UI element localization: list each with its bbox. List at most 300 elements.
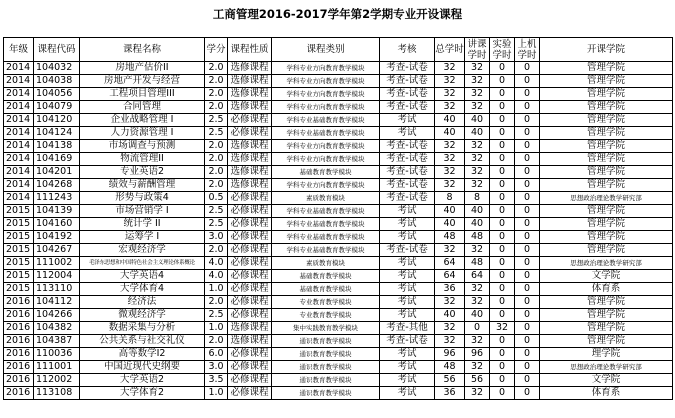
credit-cell: 4.0 — [205, 270, 228, 283]
computer-hours-cell: 0 — [515, 348, 540, 361]
credit-cell: 3.0 — [205, 231, 228, 244]
credit-cell: 2.0 — [205, 244, 228, 257]
college-cell: 文学院 — [540, 270, 673, 283]
total-hours-cell: 32 — [435, 101, 465, 114]
computer-hours-cell: 0 — [515, 296, 540, 309]
lab-hours-cell: 0 — [490, 114, 515, 127]
table-row — [4, 374, 673, 387]
lecture-hours-cell: 48 — [465, 257, 490, 270]
computer-hours-cell: 0 — [515, 179, 540, 192]
college-cell: 思想政治理论教学研究部 — [540, 361, 673, 374]
credit-cell: 2.5 — [205, 205, 228, 218]
lab-hours-cell: 0 — [490, 296, 515, 309]
college-cell: 管理学院 — [540, 179, 673, 192]
course-name-cell: 宏观经济学 — [80, 244, 205, 257]
computer-hours-cell: 0 — [515, 270, 540, 283]
course-category-cell: 学科专业方向教育教学模块 — [272, 88, 380, 101]
lab-hours-cell: 0 — [490, 153, 515, 166]
course-code-cell: 104201 — [34, 166, 80, 179]
computer-hours-cell: 0 — [515, 153, 540, 166]
credit-cell: 3.0 — [205, 361, 228, 374]
course-category-cell: 学科专业方向教育教学模块 — [272, 140, 380, 153]
college-cell: 文学院 — [540, 374, 673, 387]
course-name-cell: 经济法 — [80, 296, 205, 309]
lab-hours-cell: 0 — [490, 257, 515, 270]
lab-hours-cell: 0 — [490, 140, 515, 153]
table-row — [4, 309, 673, 322]
computer-hours-cell: 0 — [515, 88, 540, 101]
course-type-cell: 必修课程 — [228, 361, 272, 374]
total-hours-cell: 40 — [435, 127, 465, 140]
assessment-cell: 考试 — [380, 283, 435, 296]
grade-cell: 2016 — [4, 335, 34, 348]
course-code-cell: 111002 — [34, 257, 80, 270]
course-code-cell: 110036 — [34, 348, 80, 361]
lecture-hours-cell: 40 — [465, 205, 490, 218]
course-type-cell: 必修课程 — [228, 283, 272, 296]
course-type-cell: 必修课程 — [228, 348, 272, 361]
credit-cell: 1.0 — [205, 387, 228, 400]
table-row — [4, 101, 673, 114]
college-cell: 管理学院 — [540, 101, 673, 114]
course-code-cell: 104112 — [34, 296, 80, 309]
table-row — [4, 244, 673, 257]
course-code-cell: 112002 — [34, 374, 80, 387]
course-name-cell: 人力资源管理 I — [80, 127, 205, 140]
total-hours-cell: 8 — [435, 192, 465, 205]
col-header: 实验学时 — [490, 38, 515, 62]
col-header: 考核 — [380, 38, 435, 62]
college-cell: 管理学院 — [540, 322, 673, 335]
credit-cell: 2.5 — [205, 127, 228, 140]
college-cell: 管理学院 — [540, 153, 673, 166]
college-cell: 体育系 — [540, 387, 673, 400]
credit-cell: 2.0 — [205, 140, 228, 153]
assessment-cell: 考查-试卷 — [380, 101, 435, 114]
course-name-cell: 市场营销学 I — [80, 205, 205, 218]
course-category-cell: 通识教育教学模块 — [272, 335, 380, 348]
credit-cell: 2.0 — [205, 62, 228, 75]
course-type-cell: 选修课程 — [228, 153, 272, 166]
lecture-hours-cell: 32 — [465, 140, 490, 153]
lab-hours-cell: 0 — [490, 270, 515, 283]
course-code-cell: 104056 — [34, 88, 80, 101]
course-category-cell: 学科专业方向教育教学模块 — [272, 75, 380, 88]
course-code-cell: 104267 — [34, 244, 80, 257]
grade-cell: 2015 — [4, 231, 34, 244]
assessment-cell: 考查-试卷 — [380, 179, 435, 192]
course-category-cell: 基础教育教学模块 — [272, 283, 380, 296]
lecture-hours-cell: 32 — [465, 296, 490, 309]
course-name-cell: 微观经济学 — [80, 309, 205, 322]
course-type-cell: 选修课程 — [228, 75, 272, 88]
total-hours-cell: 36 — [435, 387, 465, 400]
total-hours-cell: 32 — [435, 75, 465, 88]
credit-cell: 2.0 — [205, 296, 228, 309]
course-type-cell: 必修课程 — [228, 296, 272, 309]
course-code-cell: 104387 — [34, 335, 80, 348]
college-cell: 管理学院 — [540, 62, 673, 75]
course-type-cell: 必修课程 — [228, 127, 272, 140]
table-row — [4, 127, 673, 140]
computer-hours-cell: 0 — [515, 257, 540, 270]
table-row — [4, 153, 673, 166]
table-row — [4, 140, 673, 153]
assessment-cell: 考查-试卷 — [380, 75, 435, 88]
lab-hours-cell: 0 — [490, 179, 515, 192]
course-name-cell: 大学英语2 — [80, 374, 205, 387]
col-header: 课程代码 — [34, 38, 80, 62]
course-category-cell: 专业教育教学模块 — [272, 309, 380, 322]
computer-hours-cell: 0 — [515, 205, 540, 218]
grade-cell: 2014 — [4, 153, 34, 166]
course-category-cell: 学科专业方向教育教学模块 — [272, 101, 380, 114]
lab-hours-cell: 32 — [490, 322, 515, 335]
computer-hours-cell: 0 — [515, 127, 540, 140]
assessment-cell: 考试 — [380, 361, 435, 374]
college-cell: 理学院 — [540, 348, 673, 361]
course-table — [3, 37, 673, 400]
course-type-cell: 必修课程 — [228, 387, 272, 400]
col-header: 课程类别 — [272, 38, 380, 62]
grade-cell: 2014 — [4, 114, 34, 127]
computer-hours-cell: 0 — [515, 166, 540, 179]
table-row — [4, 361, 673, 374]
course-code-cell: 104079 — [34, 101, 80, 114]
credit-cell: 2.0 — [205, 153, 228, 166]
course-category-cell: 学科专业基础教育教学模块 — [272, 244, 380, 257]
table-row — [4, 166, 673, 179]
lecture-hours-cell: 32 — [465, 88, 490, 101]
table-row — [4, 387, 673, 400]
total-hours-cell: 48 — [435, 231, 465, 244]
course-category-cell: 学科专业基础教育教学模块 — [272, 205, 380, 218]
table-row — [4, 179, 673, 192]
assessment-cell: 考试 — [380, 348, 435, 361]
computer-hours-cell: 0 — [515, 75, 540, 88]
credit-cell: 1.0 — [205, 322, 228, 335]
lab-hours-cell: 0 — [490, 244, 515, 257]
total-hours-cell: 40 — [435, 205, 465, 218]
lab-hours-cell: 0 — [490, 88, 515, 101]
assessment-cell: 考查-试卷 — [380, 140, 435, 153]
course-type-cell: 必修课程 — [228, 114, 272, 127]
credit-cell: 2.5 — [205, 218, 228, 231]
grade-cell: 2014 — [4, 192, 34, 205]
table-row — [4, 192, 673, 205]
grade-cell: 2014 — [4, 127, 34, 140]
college-cell: 管理学院 — [540, 335, 673, 348]
assessment-cell: 考查-试卷 — [380, 153, 435, 166]
lecture-hours-cell: 64 — [465, 270, 490, 283]
college-cell: 管理学院 — [540, 218, 673, 231]
table-row — [4, 335, 673, 348]
col-header: 上机学时 — [515, 38, 540, 62]
course-name-cell: 统计学 II — [80, 218, 205, 231]
course-name-cell: 大学体育2 — [80, 387, 205, 400]
assessment-cell: 考试 — [380, 296, 435, 309]
course-type-cell: 必修课程 — [228, 257, 272, 270]
course-code-cell: 104032 — [34, 62, 80, 75]
lecture-hours-cell: 32 — [465, 153, 490, 166]
college-cell: 思想政治理论教学研究部 — [540, 257, 673, 270]
total-hours-cell: 32 — [435, 62, 465, 75]
grade-cell: 2014 — [4, 166, 34, 179]
total-hours-cell: 32 — [435, 153, 465, 166]
course-category-cell: 素质教育模块 — [272, 257, 380, 270]
total-hours-cell: 96 — [435, 348, 465, 361]
course-name-cell: 形势与政策4 — [80, 192, 205, 205]
course-code-cell: 104192 — [34, 231, 80, 244]
lab-hours-cell: 0 — [490, 231, 515, 244]
course-code-cell: 104268 — [34, 179, 80, 192]
page-title: 工商管理2016-2017学年第2学期专业开设课程 — [212, 7, 463, 21]
assessment-cell: 考试 — [380, 374, 435, 387]
computer-hours-cell: 0 — [515, 361, 540, 374]
computer-hours-cell: 0 — [515, 218, 540, 231]
total-hours-cell: 32 — [435, 179, 465, 192]
credit-cell: 0.5 — [205, 192, 228, 205]
course-type-cell: 选修课程 — [228, 335, 272, 348]
course-code-cell: 104382 — [34, 322, 80, 335]
college-cell: 管理学院 — [540, 127, 673, 140]
computer-hours-cell: 0 — [515, 335, 540, 348]
course-category-cell: 通识教育教学模块 — [272, 387, 380, 400]
college-cell: 管理学院 — [540, 88, 673, 101]
lab-hours-cell: 0 — [490, 374, 515, 387]
total-hours-cell: 32 — [435, 296, 465, 309]
course-code-cell: 111243 — [34, 192, 80, 205]
course-type-cell: 必修课程 — [228, 270, 272, 283]
course-name-cell: 房地产估价II — [80, 62, 205, 75]
course-name-cell: 物流管理II — [80, 153, 205, 166]
total-hours-cell: 32 — [435, 322, 465, 335]
computer-hours-cell: 0 — [515, 114, 540, 127]
lecture-hours-cell: 32 — [465, 101, 490, 114]
total-hours-cell: 36 — [435, 283, 465, 296]
total-hours-cell: 32 — [435, 335, 465, 348]
course-category-cell: 学科专业基础教育教学模块 — [272, 218, 380, 231]
course-type-cell: 必修课程 — [228, 231, 272, 244]
college-cell: 管理学院 — [540, 75, 673, 88]
lab-hours-cell: 0 — [490, 309, 515, 322]
course-category-cell: 集中实践教育教学模块 — [272, 322, 380, 335]
total-hours-cell: 48 — [435, 361, 465, 374]
lecture-hours-cell: 32 — [465, 75, 490, 88]
course-name-cell: 大学体育4 — [80, 283, 205, 296]
course-category-cell: 素质教育模块 — [272, 192, 380, 205]
lecture-hours-cell: 96 — [465, 348, 490, 361]
grade-cell: 2016 — [4, 361, 34, 374]
lecture-hours-cell: 40 — [465, 218, 490, 231]
course-type-cell: 必修课程 — [228, 218, 272, 231]
lab-hours-cell: 0 — [490, 205, 515, 218]
course-name-cell: 公共关系与社交礼仪 — [80, 335, 205, 348]
col-header: 总学时 — [435, 38, 465, 62]
course-code-cell: 104138 — [34, 140, 80, 153]
assessment-cell: 考查-试卷 — [380, 88, 435, 101]
table-row — [4, 348, 673, 361]
course-type-cell: 必修课程 — [228, 244, 272, 257]
grade-cell: 2016 — [4, 296, 34, 309]
lecture-hours-cell: 56 — [465, 374, 490, 387]
course-type-cell: 选修课程 — [228, 88, 272, 101]
lecture-hours-cell: 40 — [465, 127, 490, 140]
lecture-hours-cell: 0 — [465, 322, 490, 335]
lecture-hours-cell: 32 — [465, 387, 490, 400]
course-category-cell: 学科专业方向教育教学模块 — [272, 179, 380, 192]
course-name-cell: 数据采集与分析 — [80, 322, 205, 335]
total-hours-cell: 32 — [435, 244, 465, 257]
computer-hours-cell: 0 — [515, 387, 540, 400]
course-code-cell: 104120 — [34, 114, 80, 127]
table-header-row — [4, 38, 673, 62]
table-row — [4, 231, 673, 244]
computer-hours-cell: 0 — [515, 322, 540, 335]
grade-cell: 2016 — [4, 309, 34, 322]
total-hours-cell: 40 — [435, 114, 465, 127]
lab-hours-cell: 0 — [490, 218, 515, 231]
course-type-cell: 选修课程 — [228, 322, 272, 335]
course-category-cell: 专业教育教学模块 — [272, 296, 380, 309]
course-type-cell: 选修课程 — [228, 101, 272, 114]
lab-hours-cell: 0 — [490, 101, 515, 114]
college-cell: 管理学院 — [540, 231, 673, 244]
grade-cell: 2014 — [4, 88, 34, 101]
course-type-cell: 必修课程 — [228, 309, 272, 322]
grade-cell: 2015 — [4, 270, 34, 283]
course-type-cell: 选修课程 — [228, 179, 272, 192]
grade-cell: 2015 — [4, 257, 34, 270]
course-name-cell: 专业英语2 — [80, 166, 205, 179]
assessment-cell: 考试 — [380, 387, 435, 400]
course-category-cell: 学科专业基础教育教学模块 — [272, 127, 380, 140]
course-type-cell: 选修课程 — [228, 62, 272, 75]
lecture-hours-cell: 48 — [465, 231, 490, 244]
course-code-cell: 104124 — [34, 127, 80, 140]
course-category-cell: 基础教育教学模块 — [272, 166, 380, 179]
college-cell: 管理学院 — [540, 166, 673, 179]
course-type-cell: 选修课程 — [228, 140, 272, 153]
course-type-cell: 必修课程 — [228, 192, 272, 205]
credit-cell: 2.0 — [205, 101, 228, 114]
total-hours-cell: 32 — [435, 140, 465, 153]
grade-cell: 2014 — [4, 75, 34, 88]
table-row — [4, 114, 673, 127]
course-code-cell: 112004 — [34, 270, 80, 283]
credit-cell: 6.0 — [205, 348, 228, 361]
assessment-cell: 考查-试卷 — [380, 244, 435, 257]
table-row — [4, 296, 673, 309]
total-hours-cell: 32 — [435, 88, 465, 101]
credit-cell: 2.5 — [205, 309, 228, 322]
college-cell: 管理学院 — [540, 309, 673, 322]
assessment-cell: 考试 — [380, 231, 435, 244]
course-name-cell: 大学英语4 — [80, 270, 205, 283]
table-row — [4, 62, 673, 75]
course-code-cell: 113110 — [34, 283, 80, 296]
course-type-cell: 必修课程 — [228, 374, 272, 387]
computer-hours-cell: 0 — [515, 101, 540, 114]
lab-hours-cell: 0 — [490, 127, 515, 140]
course-category-cell: 通识教育教学模块 — [272, 348, 380, 361]
table-row — [4, 205, 673, 218]
grade-cell: 2015 — [4, 218, 34, 231]
computer-hours-cell: 0 — [515, 62, 540, 75]
lab-hours-cell: 0 — [490, 335, 515, 348]
lecture-hours-cell: 32 — [465, 361, 490, 374]
course-category-cell: 学科专业基础教育教学模块 — [272, 231, 380, 244]
credit-cell: 2.0 — [205, 88, 228, 101]
col-header: 课程名称 — [80, 38, 205, 62]
table-row — [4, 270, 673, 283]
table-row — [4, 322, 673, 335]
course-name-cell: 绩效与薪酬管理 — [80, 179, 205, 192]
course-name-cell: 市场调查与预测 — [80, 140, 205, 153]
lab-hours-cell: 0 — [490, 75, 515, 88]
course-type-cell: 必修课程 — [228, 205, 272, 218]
table-row — [4, 218, 673, 231]
college-cell: 管理学院 — [540, 114, 673, 127]
course-name-cell: 中国近现代史纲要 — [80, 361, 205, 374]
course-name-cell: 企业战略管理 I — [80, 114, 205, 127]
credit-cell: 2.0 — [205, 335, 228, 348]
credit-cell: 2.0 — [205, 179, 228, 192]
college-cell: 管理学院 — [540, 244, 673, 257]
course-name-cell: 工程项目管理III — [80, 88, 205, 101]
grade-cell: 2014 — [4, 62, 34, 75]
course-category-cell: 基础教育教学模块 — [272, 270, 380, 283]
lab-hours-cell: 0 — [490, 387, 515, 400]
credit-cell: 3.5 — [205, 374, 228, 387]
computer-hours-cell: 0 — [515, 231, 540, 244]
course-category-cell: 通识教育教学模块 — [272, 361, 380, 374]
col-header: 课程性质 — [228, 38, 272, 62]
course-category-cell: 学科专业方向教育教学模块 — [272, 62, 380, 75]
grade-cell: 2016 — [4, 374, 34, 387]
lecture-hours-cell: 32 — [465, 244, 490, 257]
assessment-cell: 考试 — [380, 127, 435, 140]
course-code-cell: 104266 — [34, 309, 80, 322]
grade-cell: 2015 — [4, 283, 34, 296]
course-type-cell: 选修课程 — [228, 166, 272, 179]
course-name-cell: 毛泽东思想和中国特色社会主义理论体系概论 — [80, 257, 205, 270]
table-row — [4, 88, 673, 101]
course-code-cell: 111001 — [34, 361, 80, 374]
credit-cell: 4.0 — [205, 257, 228, 270]
assessment-cell: 考查-试卷 — [380, 335, 435, 348]
credit-cell: 2.0 — [205, 166, 228, 179]
computer-hours-cell: 0 — [515, 374, 540, 387]
lab-hours-cell: 0 — [490, 62, 515, 75]
assessment-cell: 考查-试卷 — [380, 62, 435, 75]
total-hours-cell: 40 — [435, 218, 465, 231]
grade-cell: 2014 — [4, 179, 34, 192]
college-cell: 思想政治理论教学研究部 — [540, 192, 673, 205]
lecture-hours-cell: 32 — [465, 335, 490, 348]
grade-cell: 2014 — [4, 101, 34, 114]
assessment-cell: 考试 — [380, 270, 435, 283]
college-cell: 体育系 — [540, 283, 673, 296]
computer-hours-cell: 0 — [515, 309, 540, 322]
grade-cell: 2016 — [4, 322, 34, 335]
total-hours-cell: 64 — [435, 257, 465, 270]
lecture-hours-cell: 8 — [465, 192, 490, 205]
assessment-cell: 考查-其他 — [380, 322, 435, 335]
course-name-cell: 房地产开发与经营 — [80, 75, 205, 88]
lecture-hours-cell: 32 — [465, 179, 490, 192]
lecture-hours-cell: 32 — [465, 62, 490, 75]
